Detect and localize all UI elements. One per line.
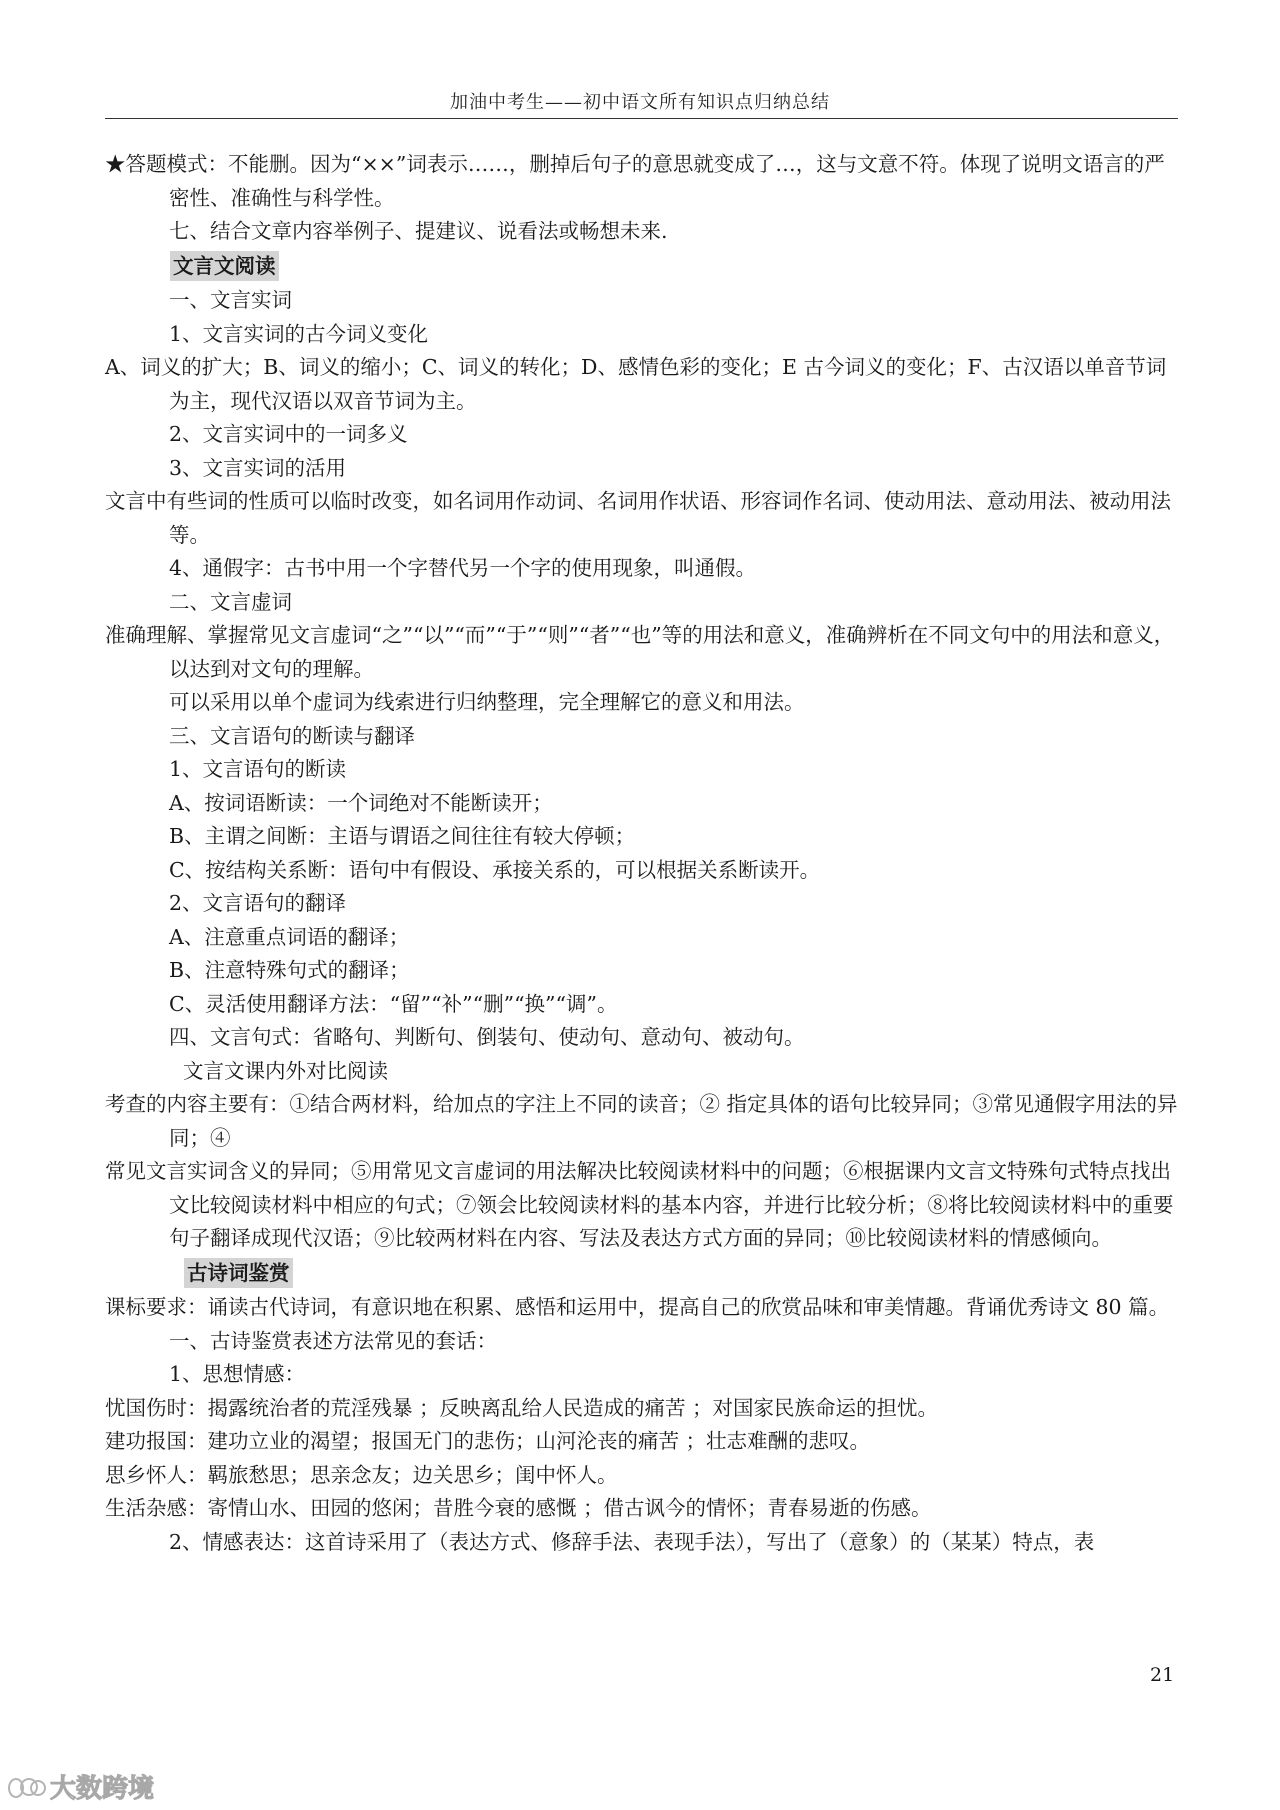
emotion-homesick: 思乡怀人：羁旅愁思；思亲念友；边关思乡；闺中怀人。 [105, 1462, 618, 1487]
heading-punctuation: 1、文言语句的断读 [169, 757, 347, 781]
list-item-punct-c: C、按结构关系断：语句中有假设、承接关系的，可以根据关系断读开。 [169, 857, 821, 882]
list-item-punct-b: B、主谓之间断：主语与谓语之间往往有较大停顿； [169, 824, 636, 848]
paragraph-function-words: 准确理解、掌握常见文言虚词“之”“以”“而”“于”“则”“者”“也”等的用法和意义，准确辨析在不同文句中的用法和意义，以达到对文句的理解。 [105, 623, 1175, 681]
heading-meaning-change: 1、文言实词的古今词义变化 [169, 321, 429, 346]
paragraph-word-usage: 文言中有些词的性质可以临时改变，如名词用作动词、名词用作状语、形容词作名词、使动用法、意动用法、被动用法等。 [105, 489, 1171, 547]
heading-poetry-phrases: 一、古诗鉴赏表述方法常见的套话： [169, 1328, 497, 1353]
watermark [8, 1768, 154, 1805]
paragraph-item-seven: 七、结合文章内容举例子、提建议、说看法或畅想未来. [169, 219, 668, 243]
paragraph-tongjia: 4、通假字：古书中用一个字替代另一个字的使用现象，叫通假。 [169, 556, 757, 580]
list-item-trans-b: B、注意特殊句式的翻译； [169, 958, 410, 982]
section-title-poetry-appreciation: 古诗词鉴赏 [184, 1258, 293, 1288]
paragraph-answer-pattern: ★答题模式：不能删。因为“××”词表示……，删掉后句子的意思就变成了…，这与文意不符。体现了说明文语言的严密性、准确性与科学性。 [105, 152, 1165, 210]
heading-content-words: 一、文言实词 [169, 288, 292, 312]
heading-comparative-reading: 文言文课内外对比阅读 [183, 1058, 388, 1083]
emotion-life-feelings: 生活杂感：寄情山水、田园的悠闲；昔胜今衰的感慨 ；借古讽今的情怀；青春易逝的伤感。 [105, 1496, 932, 1520]
document-body [105, 148, 1179, 1559]
watermark-text: 大数跨境 [50, 1774, 155, 1804]
heading-emotions: 1、思想情感： [169, 1362, 306, 1386]
paragraph-emotion-expression: 2、情感表达：这首诗采用了（表达方式、修辞手法、表现手法），写出了（意象）的（某某）特点，表 [169, 1529, 1095, 1554]
heading-polysemy: 2、文言实词中的一词多义 [169, 422, 408, 446]
paragraph-curriculum-requirement: 课标要求：诵读古代诗词，有意识地在积累、感悟和运用中，提高自己的欣赏品味和审美情趣。背诵优秀诗文 80 篇。 [105, 1295, 1170, 1319]
paragraph-meaning-change-types: A、词义的扩大；B、词义的缩小；C、词义的转化；D、感情色彩的变化；E 古今词义的变化；F、古汉语以单音节词为主，现代汉语以双音节词为主。 [105, 355, 1167, 413]
watermark-logo-icon [8, 1774, 44, 1800]
emotion-patriotic-worry: 忧国伤时：揭露统治者的荒淫残暴 ；反映离乱给人民造成的痛苦 ；对国家民族命运的担忧。 [105, 1395, 939, 1420]
list-item-punct-a: A、按词语断读：一个词绝对不能断读开； [169, 790, 553, 815]
paragraph-function-words-method: 可以采用以单个虚词为线索进行归纳整理，完全理解它的意义和用法。 [169, 690, 805, 714]
heading-punctuation-translation: 三、文言语句的断读与翻译 [169, 723, 415, 748]
emotion-serve-country: 建功报国：建功立业的渴望；报国无门的悲伤；山河沦丧的痛苦 ；壮志难酬的悲叹。 [105, 1429, 871, 1453]
page-number: 21 [1150, 1664, 1175, 1686]
list-item-trans-a: A、注意重点词语的翻译； [169, 924, 410, 949]
paragraph-sentence-patterns: 四、文言句式：省略句、判断句、倒装句、使动句、意动句、被动句。 [169, 1025, 805, 1049]
list-item-trans-c: C、灵活使用翻译方法：“留”“补”“删”“换”“调”。 [169, 991, 618, 1016]
heading-word-usage: 3、文言实词的活用 [169, 455, 347, 480]
paragraph-comparative-details: 常见文言实词含义的异同；⑤用常见文言虚词的用法解决比较阅读材料中的问题；⑥根据课内文言文特殊句式特点找出文比较阅读材料中相应的句式；⑦领会比较阅读材料的基本内容，并进行比较分析；⑧将比较阅读材料中的重要句子翻译成现代汉语；⑨比较两材料在内容、写法及表达方式方面的异同；⑩比较阅读材料的情感倾向。 [105, 1159, 1174, 1250]
paragraph-comparative-content: 考查的内容主要有：①结合两材料，给加点的字注上不同的读音；② 指定具体的语句比较异同；③常见通假字用法的异同；④ [105, 1092, 1178, 1150]
page-header-title: 加油中考生——初中语文所有知识点归纳总结 [450, 92, 830, 113]
heading-function-words: 二、文言虚词 [169, 589, 292, 614]
section-title-classical-reading: 文言文阅读 [170, 251, 279, 281]
heading-translation: 2、文言语句的翻译 [169, 891, 347, 915]
header-divider [105, 118, 1178, 119]
